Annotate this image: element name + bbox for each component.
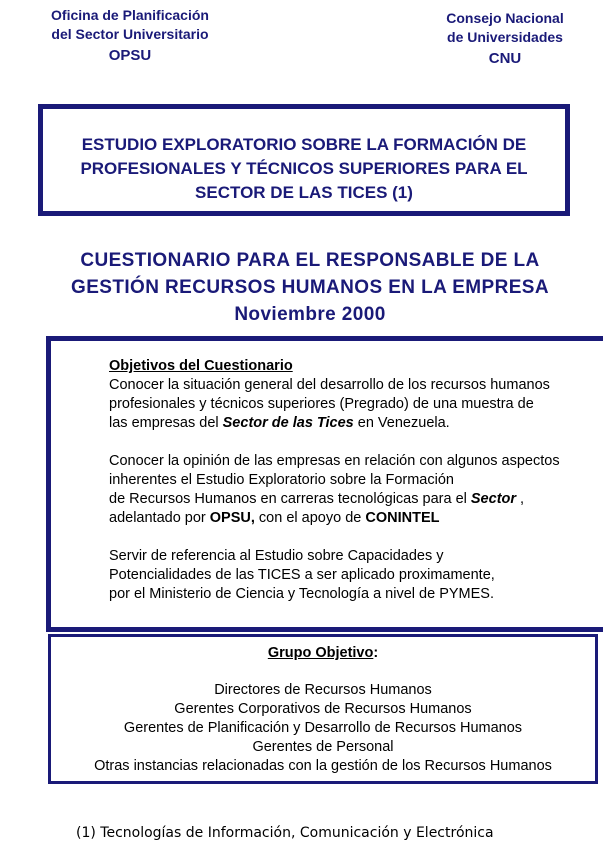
objective-3-line1: Servir de referencia al Estudio sobre Capacidades y — [109, 548, 444, 564]
institution-acronym: CNU — [488, 50, 522, 67]
institution-name-line1: Consejo Nacional — [446, 10, 564, 26]
conintel-emphasis: CONINTEL — [365, 510, 440, 526]
study-title-box — [38, 104, 570, 216]
objectives-content — [109, 357, 604, 604]
objective-3-line2: Potencialidades de las TICES a ser aplicado proximamente, — [109, 567, 495, 583]
target-group-heading — [48, 644, 598, 663]
sector-emphasis: Sector — [470, 491, 517, 507]
objective-2-line4 — [109, 509, 604, 528]
objective-1-line2: profesionales y técnicos superiores (Pregrado) de una muestra de — [109, 396, 534, 412]
text-span: adelantado por — [109, 510, 210, 526]
objective-1-line3 — [109, 414, 604, 433]
text-span: , — [516, 491, 525, 507]
study-title-line3: SECTOR DE LAS TICES (1) — [195, 183, 413, 202]
header-right-institution — [420, 9, 590, 68]
target-group-item: Gerentes de Personal — [252, 739, 394, 755]
header-left-institution — [20, 6, 240, 65]
text-span: con el apoyo de — [254, 510, 366, 526]
study-title — [43, 109, 565, 205]
study-title-line2: PROFESIONALES Y TÉCNICOS SUPERIORES PARA EL — [80, 159, 528, 178]
target-group-heading-colon: : — [373, 645, 379, 661]
footnote: (1) Tecnologías de Información, Comunicación y Electrónica — [76, 825, 494, 841]
target-group-heading-text: Grupo Objetivo — [267, 645, 374, 661]
institution-acronym: OPSU — [108, 47, 152, 64]
text-span: las empresas del — [109, 415, 223, 431]
objective-2-line1: Conocer la opinión de las empresas en relación con algunos aspectos — [109, 453, 560, 469]
target-group-item: Gerentes de Planificación y Desarrollo de Recursos Humanos — [123, 720, 523, 736]
objectives-heading: Objetivos del Cuestionario — [109, 358, 293, 374]
target-group-content — [48, 644, 598, 776]
opsu-emphasis: OPSU, — [209, 510, 255, 526]
objective-1-line1: Conocer la situación general del desarrollo de los recursos humanos — [109, 377, 550, 393]
text-span: en Venezuela. — [353, 415, 450, 431]
questionnaire-date: Noviembre 2000 — [234, 304, 386, 325]
objective-2-line2: inherentes el Estudio Exploratorio sobre la Formación — [109, 472, 454, 488]
institution-name-line1: Oficina de Planificación — [51, 7, 209, 23]
questionnaire-title-line2: GESTIÓN RECURSOS HUMANOS EN LA EMPRESA — [71, 277, 549, 298]
objective-2-line3 — [109, 490, 604, 509]
institution-name-line2: del Sector Universitario — [51, 26, 209, 42]
questionnaire-title-line1: CUESTIONARIO PARA EL RESPONSABLE DE LA — [80, 250, 540, 271]
objective-3-line3: por el Ministerio de Ciencia y Tecnología a nivel de PYMES. — [109, 586, 494, 602]
target-group-item: Gerentes Corporativos de Recursos Humanos — [174, 701, 472, 717]
sector-emphasis: Sector de las Tices — [222, 415, 354, 431]
institution-name-line2: de Universidades — [447, 29, 563, 45]
target-group-item: Otras instancias relacionadas con la gestión de los Recursos Humanos — [94, 758, 552, 774]
text-span: de Recursos Humanos en carreras tecnológicas para el — [109, 491, 471, 507]
study-title-line1: ESTUDIO EXPLORATORIO SOBRE LA FORMACIÓN DE — [81, 135, 527, 154]
questionnaire-title — [0, 247, 604, 328]
target-group-item: Directores de Recursos Humanos — [214, 682, 432, 698]
